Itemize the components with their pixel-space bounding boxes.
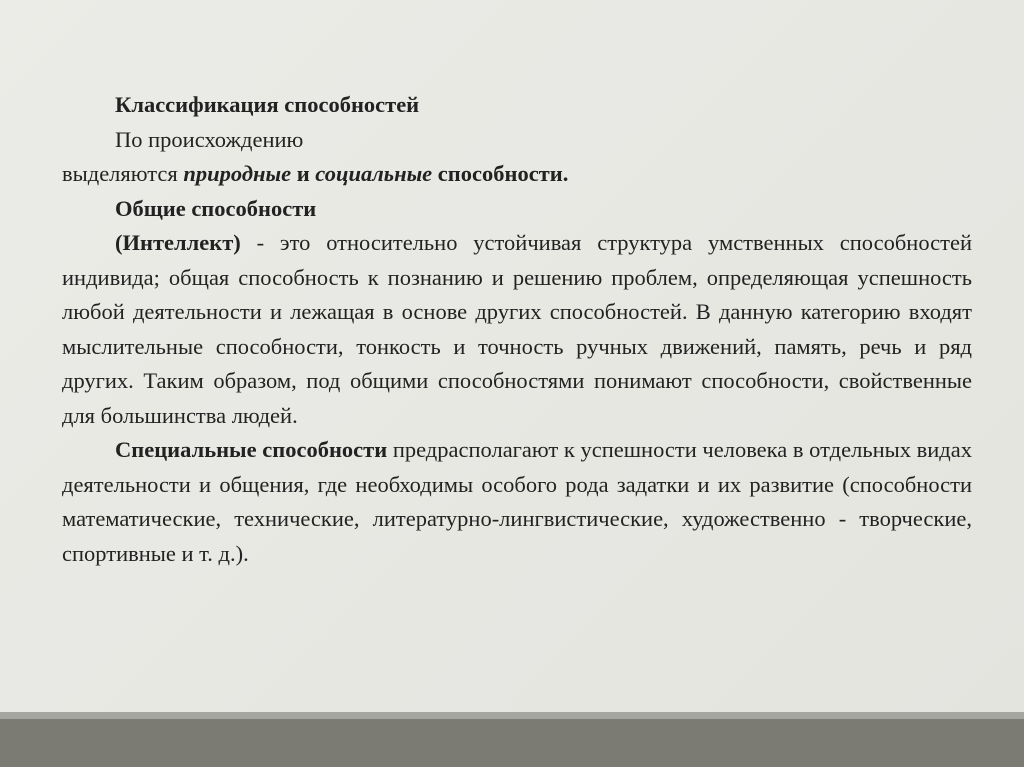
intellect-term: (Интеллект)	[115, 230, 241, 255]
natural-term: природные	[183, 161, 292, 186]
origin-line2-start: выделяются	[62, 161, 184, 186]
origin-word: происхождению	[148, 126, 304, 152]
general-heading	[62, 192, 972, 227]
general-text: - это относительно устойчивая структура умственных способностей индивида; общая способность к познанию и решению проблем, определяющая успешность любой деятельности и лежащая в основе других способностей. В данную категорию входят мыслительные способности, тонкость и точность ручных движений, память, речь и ряд других. Таким образом, под общими способностями понимают способности, свойственные для большинства людей.	[62, 230, 972, 428]
classification-heading-text: Классификация способностей	[115, 92, 420, 117]
general-paragraph	[62, 226, 972, 433]
special-text: предрасполагают к успешности человека в отдельных видах деятельности и общения, где необходимы особого рода задатки и их развитие (способности математические, технические, литературно-лингвистические, художественно - творческие, спортивные и т. д.).	[62, 437, 972, 566]
classification-heading	[62, 88, 972, 123]
general-heading-text: Общие способности	[115, 195, 317, 221]
and-word: и	[291, 161, 316, 186]
footer-bar-dark	[0, 719, 1024, 767]
special-term: Специальные способности	[115, 437, 388, 462]
footer-bar-light	[0, 712, 1024, 719]
origin-line-2	[62, 157, 972, 192]
origin-line-1	[62, 123, 972, 158]
slide-content	[62, 88, 972, 571]
special-paragraph	[62, 433, 972, 571]
origin-end: способности.	[432, 161, 569, 186]
origin-prefix: По	[115, 126, 143, 152]
social-term: социальные	[315, 161, 433, 186]
